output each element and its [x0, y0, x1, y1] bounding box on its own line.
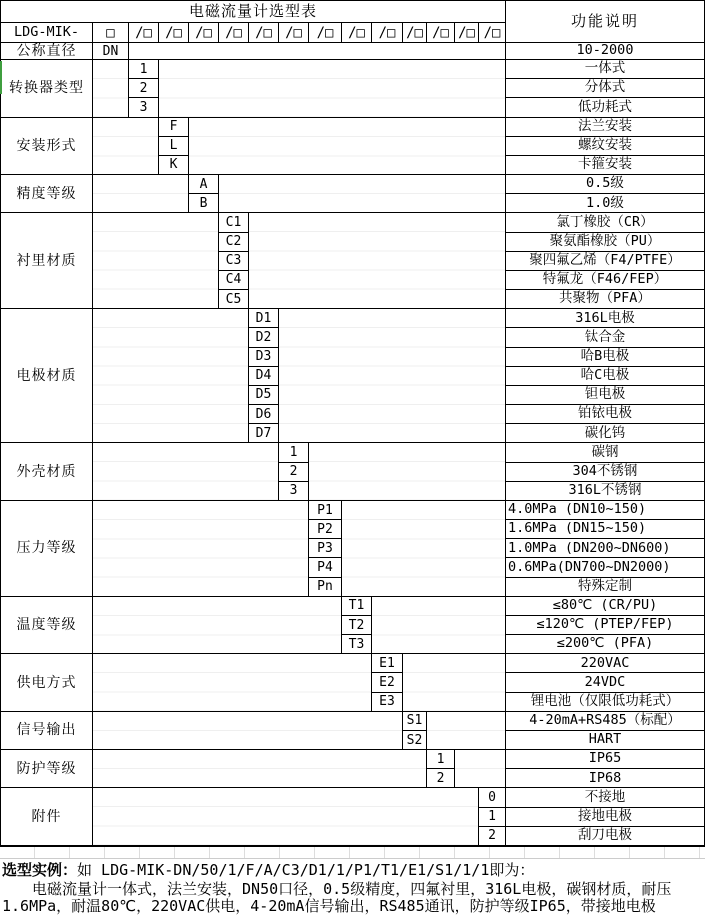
option-code: 2: [129, 79, 159, 98]
option-code: 2: [427, 769, 455, 788]
option-desc: 0.6MPa(DN700~DN2000): [506, 558, 704, 577]
group-spacer: [403, 654, 506, 712]
group-label: 供电方式: [1, 654, 93, 712]
option-desc: ≤200℃ (PFA): [506, 635, 704, 654]
group-spacer: [189, 118, 506, 176]
model-slot-box: /□: [129, 23, 159, 43]
group-spacer: [342, 501, 506, 597]
spreadsheet-gridlines: [0, 847, 705, 859]
option-desc: ≤80℃ (CR/PU): [506, 597, 704, 616]
option-desc: 低功耗式: [506, 98, 704, 117]
option-code: B: [189, 194, 219, 213]
option-code: C4: [219, 271, 249, 290]
option-code: D3: [249, 348, 279, 367]
model-slot-box: /□: [189, 23, 219, 43]
option-desc: 共聚物（PFA）: [506, 290, 704, 309]
option-desc: 316L不锈钢: [506, 482, 704, 501]
option-code: C5: [219, 290, 249, 309]
option-code: F: [159, 118, 189, 137]
group-spacer: [93, 501, 309, 597]
option-code: 1: [479, 808, 506, 827]
example-code: 如 LDG-MIK-DN/50/1/F/A/C3/D1/1/P1/T1/E1/S1/1/1即为：: [77, 861, 535, 879]
option-desc: 锂电池（仅限低功耗式）: [506, 693, 704, 712]
option-code: S2: [403, 731, 427, 750]
option-desc: 304不锈钢: [506, 463, 704, 482]
group-spacer: [93, 443, 279, 501]
group-spacer: [159, 60, 506, 118]
option-desc: 刮刀电极: [506, 827, 704, 846]
option-code: D2: [249, 328, 279, 347]
option-code: L: [159, 137, 189, 156]
model-slot-box: /□: [427, 23, 455, 43]
option-desc: HART: [506, 731, 704, 750]
option-desc: 螺纹安装: [506, 137, 704, 156]
group-spacer: [93, 750, 427, 788]
option-desc: 哈C电极: [506, 367, 704, 386]
group-label: 安装形式: [1, 118, 93, 176]
group-spacer: [93, 597, 342, 655]
option-code: K: [159, 156, 189, 175]
option-code: C1: [219, 213, 249, 232]
group-spacer: [427, 712, 506, 750]
group-spacer: [279, 309, 506, 443]
option-desc: 24VDC: [506, 673, 704, 692]
group-spacer: [93, 654, 372, 712]
group-label: 衬里材质: [1, 213, 93, 309]
model-slot-box: /□: [479, 23, 506, 43]
option-desc: 特氟龙（F46/FEP）: [506, 271, 704, 290]
option-desc: 0.5级: [506, 175, 704, 194]
option-desc: 法兰安装: [506, 118, 704, 137]
group-label: 电极材质: [1, 309, 93, 443]
option-code: P2: [309, 520, 342, 539]
option-code: S1: [403, 712, 427, 731]
option-code: T3: [342, 635, 372, 654]
group-spacer: [129, 43, 506, 60]
option-code: Pn: [309, 578, 342, 597]
group-label: 公称直径: [1, 43, 93, 60]
option-desc: 316L电极: [506, 309, 704, 328]
function-column-header: 功能说明: [506, 1, 704, 43]
group-spacer: [372, 597, 506, 655]
model-slot-box: /□: [159, 23, 189, 43]
group-label: 外壳材质: [1, 443, 93, 501]
option-desc: 哈B电极: [506, 348, 704, 367]
option-desc: 4-20mA+RS485（标配）: [506, 712, 704, 731]
option-desc: 铂铱电极: [506, 405, 704, 424]
example-section: [0, 847, 705, 915]
option-code: DN: [93, 43, 129, 60]
option-code: C3: [219, 252, 249, 271]
group-label: 信号输出: [1, 712, 93, 750]
group-spacer: [93, 309, 249, 443]
model-prefix: LDG-MIK-: [1, 23, 93, 43]
model-slot-box: /□: [309, 23, 342, 43]
option-code: P1: [309, 501, 342, 520]
option-code: 1: [279, 443, 309, 462]
group-label: 压力等级: [1, 501, 93, 597]
group-label: 附件: [1, 788, 93, 846]
option-code: 1: [427, 750, 455, 769]
group-label: 温度等级: [1, 597, 93, 655]
option-desc: 接地电极: [506, 808, 704, 827]
group-spacer: [455, 750, 506, 788]
option-code: C2: [219, 233, 249, 252]
option-desc: IP65: [506, 750, 704, 769]
example-lead: 选型实例：: [2, 861, 78, 879]
group-label: 防护等级: [1, 750, 93, 788]
option-desc: 钽电极: [506, 386, 704, 405]
option-code: D4: [249, 367, 279, 386]
option-code: D6: [249, 405, 279, 424]
option-desc: ≤120℃ (PTEP/FEP): [506, 616, 704, 635]
option-code: P3: [309, 539, 342, 558]
group-spacer: [93, 175, 189, 213]
option-desc: 4.0MPa (DN10~150): [506, 501, 704, 520]
example-description: 电磁流量计一体式，法兰安装，DN50口径，0.5级精度，四氟衬里，316L电极，碳钢材质，耐压1.6MPa，耐温80℃，220VAC供电，4-20mA信号输出，RS485通讯，防护等级IP65，带接地电极: [2, 880, 672, 915]
model-slot-box: /□: [219, 23, 249, 43]
option-code: T1: [342, 597, 372, 616]
green-artifact: [0, 61, 2, 94]
option-code: 3: [279, 482, 309, 501]
option-code: E2: [372, 673, 403, 692]
group-spacer: [93, 60, 129, 118]
group-spacer: [219, 175, 506, 213]
option-desc: 不接地: [506, 788, 704, 807]
option-code: D1: [249, 309, 279, 328]
example-heading: [2, 861, 703, 880]
group-label: 转换器类型: [1, 60, 93, 118]
option-desc: 10-2000: [506, 43, 704, 60]
model-box-first: □: [93, 23, 129, 43]
option-desc: 聚氨酯橡胶（PU）: [506, 233, 704, 252]
option-desc: 分体式: [506, 79, 704, 98]
option-code: E3: [372, 693, 403, 712]
option-code: 0: [479, 788, 506, 807]
option-desc: 碳钢: [506, 443, 704, 462]
option-desc: 碳化钨: [506, 424, 704, 443]
option-code: 2: [279, 463, 309, 482]
option-code: P4: [309, 558, 342, 577]
option-code: 1: [129, 60, 159, 79]
option-desc: 聚四氟乙烯（F4/PTFE）: [506, 252, 704, 271]
model-slot-box: /□: [372, 23, 403, 43]
option-code: T2: [342, 616, 372, 635]
group-spacer: [93, 213, 219, 309]
group-label: 精度等级: [1, 175, 93, 213]
group-spacer: [93, 712, 403, 750]
option-desc: 220VAC: [506, 654, 704, 673]
option-code: D7: [249, 424, 279, 443]
option-desc: 1.6MPa (DN15~150): [506, 520, 704, 539]
model-slot-box: /□: [342, 23, 372, 43]
option-desc: 钛合金: [506, 328, 704, 347]
option-code: 2: [479, 827, 506, 846]
option-desc: 一体式: [506, 60, 704, 79]
model-slot-box: /□: [279, 23, 309, 43]
option-desc: IP68: [506, 769, 704, 788]
group-spacer: [93, 788, 479, 846]
group-spacer: [249, 213, 506, 309]
option-desc: 氯丁橡胶（CR）: [506, 213, 704, 232]
group-spacer: [93, 118, 159, 176]
model-slot-box: /□: [403, 23, 427, 43]
option-code: A: [189, 175, 219, 194]
option-code: E1: [372, 654, 403, 673]
option-code: D5: [249, 386, 279, 405]
group-spacer: [309, 443, 506, 501]
option-desc: 特殊定制: [506, 578, 704, 597]
option-desc: 卡箍安装: [506, 156, 704, 175]
option-desc: 1.0MPa (DN200~DN600): [506, 539, 704, 558]
table-title: 电磁流量计选型表: [1, 1, 506, 23]
option-code: 3: [129, 98, 159, 117]
model-slot-box: /□: [249, 23, 279, 43]
option-desc: 1.0级: [506, 194, 704, 213]
model-slot-box: /□: [455, 23, 479, 43]
